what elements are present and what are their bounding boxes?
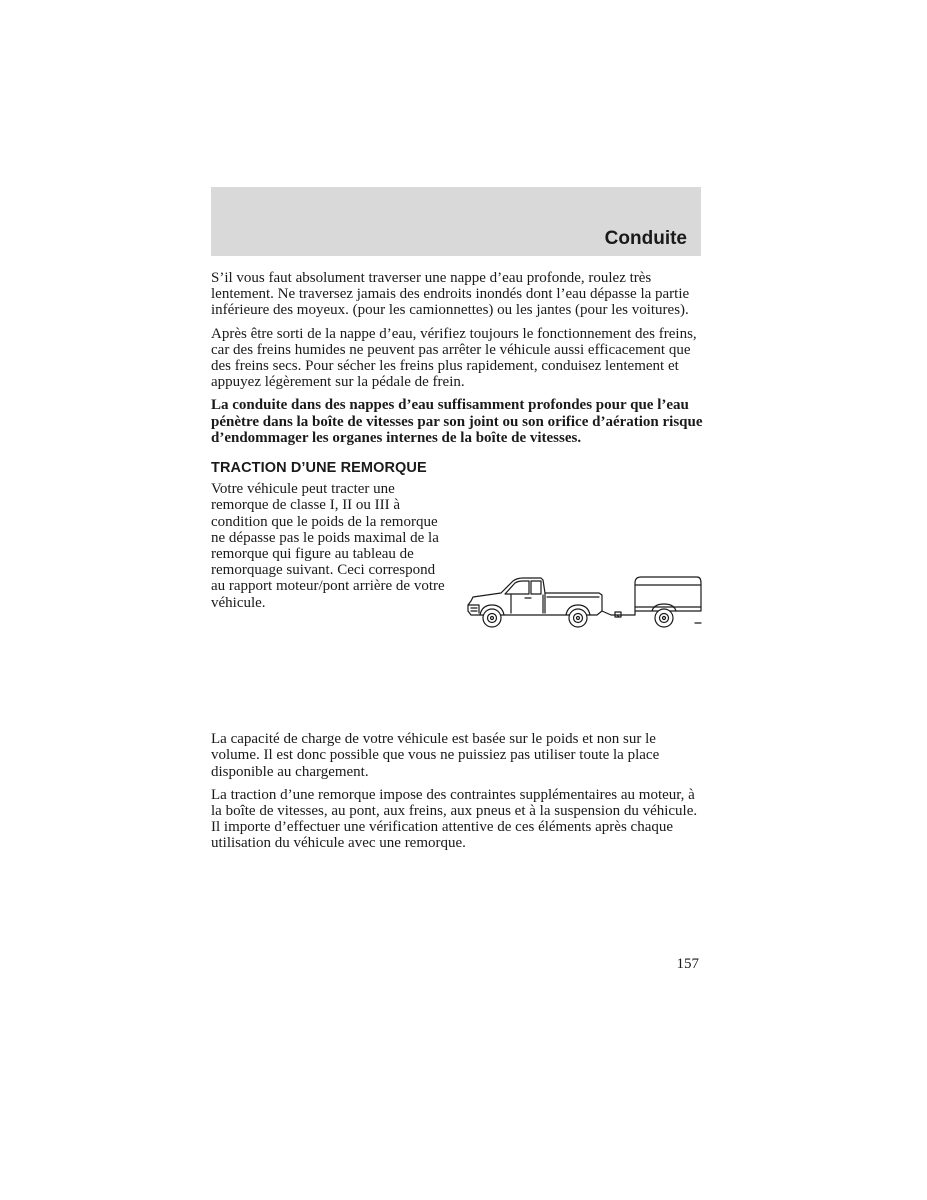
towing-intro-block <box>211 481 703 731</box>
paragraph-towing-intro: Votre véhicule peut tracter une remorque de classe I, II ou III à condition que le poids de la remorque ne dépasse pas le poids maximal de la remorque qui figure au tableau de remorquage suivant. Ceci correspond au rapport moteur/pont arrière de votre véhicule. <box>211 481 445 611</box>
paragraph-brake-check: Après être sorti de la nappe d’eau, vérifiez toujours le fonctionnement des freins, car des freins humides ne peuvent pas arrêter le véhicule aussi efficacement que des freins secs. Pour sécher les freins plus rapidement, conduisez lentement et appuyez légèrement sur la pédale de frein. <box>211 325 697 391</box>
section-title: Conduite <box>604 228 687 249</box>
paragraph-transmission-warning: La conduite dans des nappes d’eau suffisamment profondes pour que l’eau pénètre dans la boîte de vitesses par son joint ou son orifice d’aération risque d’endommager les organes internes de la boîte de vitesses. <box>211 397 703 446</box>
paragraph-deep-water: S’il vous faut absolument traverser une nappe d’eau profonde, roulez très lentement. Ne traversez jamais des endroits inondés dont l’eau dépasse la partie inférieure des moyeux. (pour les camionnettes) ou les jantes (pour les voitures). <box>211 270 690 319</box>
towing-heading: TRACTION D’UNE REMORQUE <box>211 460 427 477</box>
page-number: 157 <box>676 956 699 972</box>
paragraph-load-capacity: La capacité de charge de votre véhicule est basée sur le poids et non sur le volume. Il est donc possible que vous ne puissiez pas utiliser toute la place disponible au chargement. <box>211 731 660 780</box>
paragraph-towing-stress: La traction d’une remorque impose des contraintes supplémentaires au moteur, à la boîte de vitesses, au pont, aux freins, aux pneus et à la suspension du véhicule. Il importe d’effectuer une vérification attentive de ces éléments après chaque utilisation du véhicule avec une remorque. <box>211 786 698 852</box>
section-header-band <box>211 187 701 256</box>
pickup-truck-towing-trailer-icon <box>465 567 705 637</box>
page-content <box>211 270 703 859</box>
